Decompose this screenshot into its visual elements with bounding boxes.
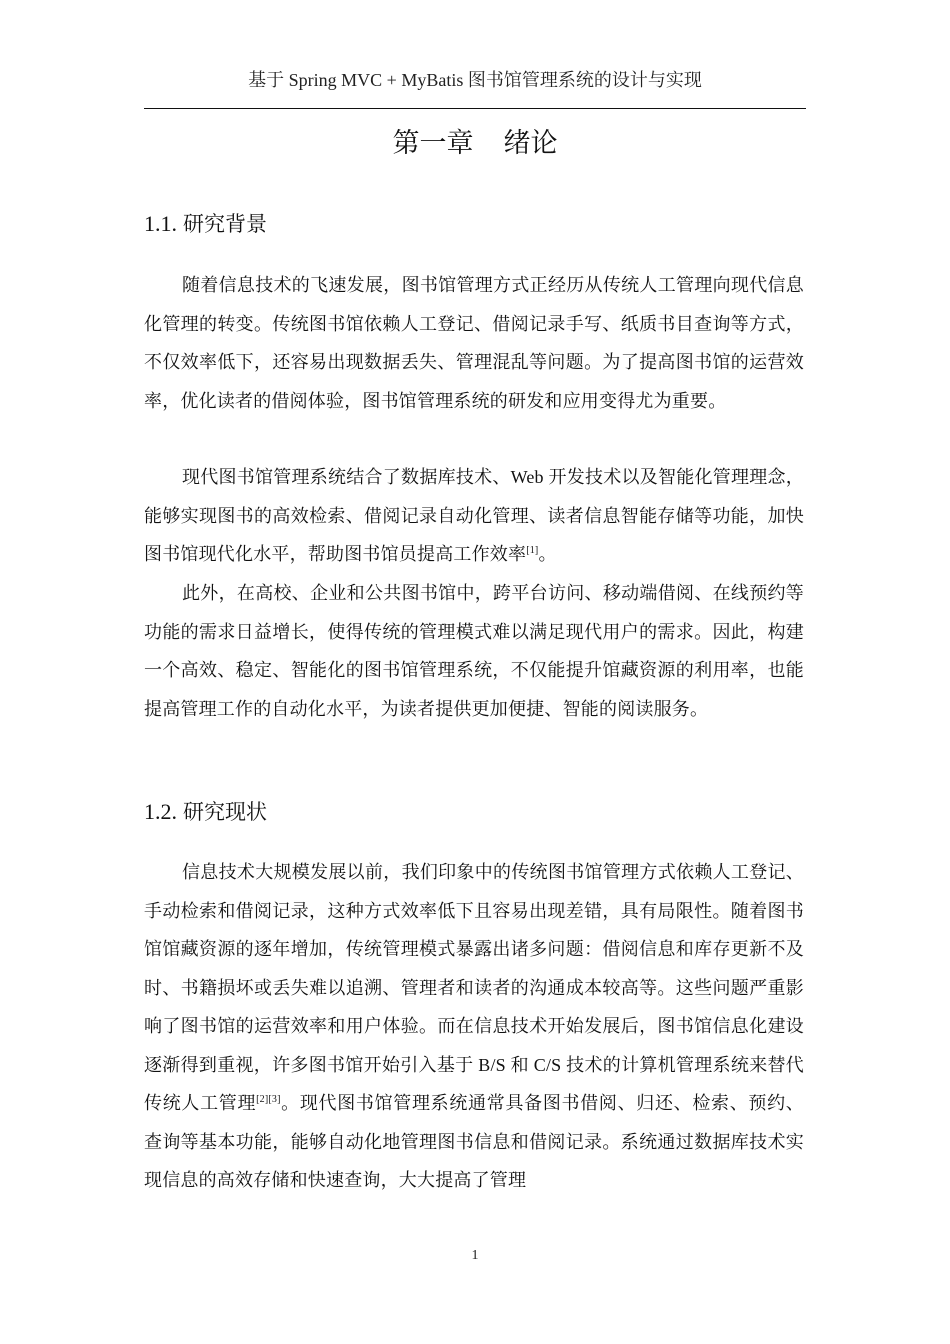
citation-marker: [1] bbox=[526, 545, 539, 556]
page-number: 1 bbox=[471, 1248, 479, 1263]
paragraph-text: 。 bbox=[538, 544, 557, 564]
section-title: 研究背景 bbox=[183, 212, 267, 236]
paragraph bbox=[144, 853, 804, 1200]
section-heading-1-2 bbox=[144, 796, 267, 828]
chapter-number-label: 第一章 bbox=[392, 128, 474, 159]
paragraph-text: 信息技术大规模发展以前，我们印象中的传统图书馆管理方式依赖人工登记、手动检索和借阅记录，这种方式效率低下且容易出现差错，具有局限性。随着图书馆馆藏资源的逐年增加，传统管理模式暴露出诸多问题：借阅信息和库存更新不及时、书籍损坏或丢失难以追溯、管理者和读者的沟通成本较高等。这些问题严重影响了图书馆的运营效率和用户体验。而在信息技术开始发展后，图书馆信息化建设逐渐得到重视，许多图书馆开始引入基于 B/S 和 C/S 技术的计算机管理系统来替代传统人工管理 bbox=[144, 862, 804, 1113]
section-title: 研究现状 bbox=[183, 800, 267, 824]
citation-marker: [2][3] bbox=[256, 1094, 281, 1105]
chapter-title-text: 绪论 bbox=[503, 128, 558, 159]
section-number: 1.1. bbox=[144, 211, 177, 236]
chapter-title bbox=[144, 124, 806, 164]
paragraph-text: 。现代图书馆管理系统通常具备图书借阅、归还、检索、预约、查询等基本功能，能够自动化地管理图书信息和借阅记录。系统通过数据库技术实现信息的高效存储和快速查询，大大提高了管理 bbox=[144, 1093, 804, 1190]
section-number: 1.2. bbox=[144, 799, 177, 824]
running-header: 基于 Spring MVC + MyBatis 图书馆管理系统的设计与实现 bbox=[248, 70, 702, 90]
paragraph: 此外，在高校、企业和公共图书馆中，跨平台访问、移动端借阅、在线预约等功能的需求日益增长，使得传统的管理模式难以满足现代用户的需求。因此，构建一个高效、稳定、智能化的图书馆管理系统，不仅能提升馆藏资源的利用率，也能提高管理工作的自动化水平，为读者提供更加便捷、智能的阅读服务。 bbox=[144, 583, 804, 719]
paragraph: 随着信息技术的飞速发展，图书馆管理方式正经历从传统人工管理向现代信息化管理的转变。传统图书馆依赖人工登记、借阅记录手写、纸质书目查询等方式，不仅效率低下，还容易出现数据丢失、管理混乱等问题。为了提高图书馆的运营效率，优化读者的借阅体验，图书馆管理系统的研发和应用变得尤为重要。 bbox=[144, 275, 804, 411]
header-rule bbox=[144, 108, 806, 109]
paragraph bbox=[144, 458, 804, 574]
paragraph-text: 现代图书馆管理系统结合了数据库技术、Web 开发技术以及智能化管理理念，能够实现图书的高效检索、借阅记录自动化管理、读者信息智能存储等功能，加快图书馆现代化水平，帮助图书馆员提高工作效率 bbox=[144, 467, 804, 564]
section-heading-1-1 bbox=[144, 208, 267, 240]
